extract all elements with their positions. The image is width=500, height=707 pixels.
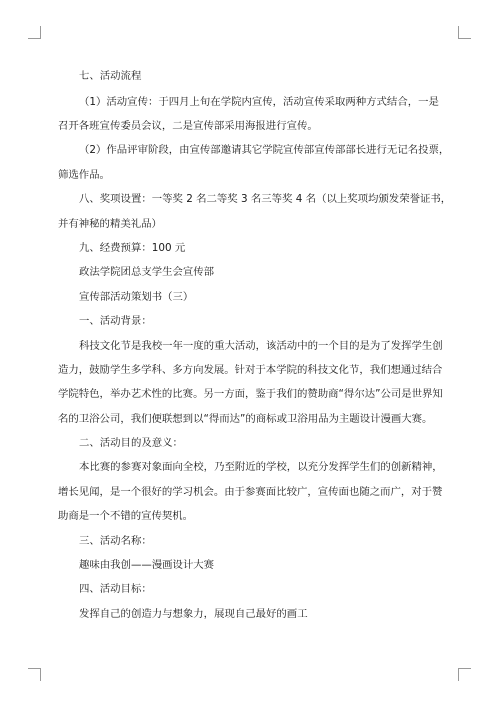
paragraph-line: 并有神秘的精美礼品） — [58, 217, 162, 230]
crop-mark-bottom-right — [458, 668, 471, 681]
paragraph-line: 增长见闻，是一个很好的学习机会。由于参赛面比较广，宣传面也随之而广，对于赞 — [58, 485, 443, 498]
section-heading-budget: 九、经费预算：100 元 — [79, 241, 186, 254]
paragraph-line: 科技文化节是我校一年一度的重大活动，该活动中的一个目的是为了发挥学生创 — [79, 339, 443, 352]
activity-name: 趣味由我创——漫画设计大赛 — [79, 559, 215, 572]
crop-mark-bottom-left — [28, 668, 41, 681]
paragraph-line: （2）作品评审阶段，由宣传部邀请其它学院宣传部宣传部部长进行无记名投票， — [79, 144, 450, 157]
paragraph-line: 本比赛的参赛对象面向全校，乃至附近的学校，以充分发挥学生们的创新精神， — [79, 461, 443, 474]
document-title: 宣传部活动策划书（三） — [79, 290, 194, 303]
paragraph-line: 召开各班宣传委员会议，二是宣传部采用海报进行宣传。 — [58, 119, 318, 132]
crop-mark-top-left — [28, 26, 41, 39]
section-heading-activity-name: 三、活动名称： — [79, 534, 152, 547]
organization-name: 政法学院团总支学生会宣传部 — [79, 266, 215, 279]
paragraph-line: 名的卫浴公司，我们便联想到以“得而达”的商标或卫浴用品为主题设计漫画大赛。 — [58, 412, 433, 425]
section-heading-goals: 四、活动目标： — [79, 583, 152, 596]
document-body — [58, 64, 450, 626]
paragraph-line: （1）活动宣传：于四月上旬在学院内宣传，活动宣传采取两种方式结合，一是 — [79, 95, 439, 108]
section-heading-awards: 八、奖项设置：一等奖 2 名二等奖 3 名三等奖 4 名（以上奖项均颁发荣誉证书， — [79, 193, 452, 206]
crop-mark-top-right — [458, 26, 471, 39]
paragraph-line: 筛选作品。 — [58, 168, 110, 181]
section-heading-background: 一、活动背景： — [79, 315, 152, 328]
section-heading-activity-flow: 七、活动流程 — [79, 70, 142, 82]
paragraph-line: 发挥自己的创造力与想象力，展现自己最好的画工 — [79, 607, 308, 620]
paragraph-line: 助商是一个不错的宣传契机。 — [58, 510, 194, 523]
paragraph-line: 学院特色，举办艺术性的比赛。另一方面，鉴于我们的赞助商“得尔达”公司是世界知 — [58, 388, 443, 401]
paragraph-line: 造力，鼓励学生多学科、多方向发展。针对于本学院的科技文化节，我们想通过结合 — [58, 363, 443, 376]
section-heading-purpose: 二、活动目的及意义： — [79, 437, 183, 450]
